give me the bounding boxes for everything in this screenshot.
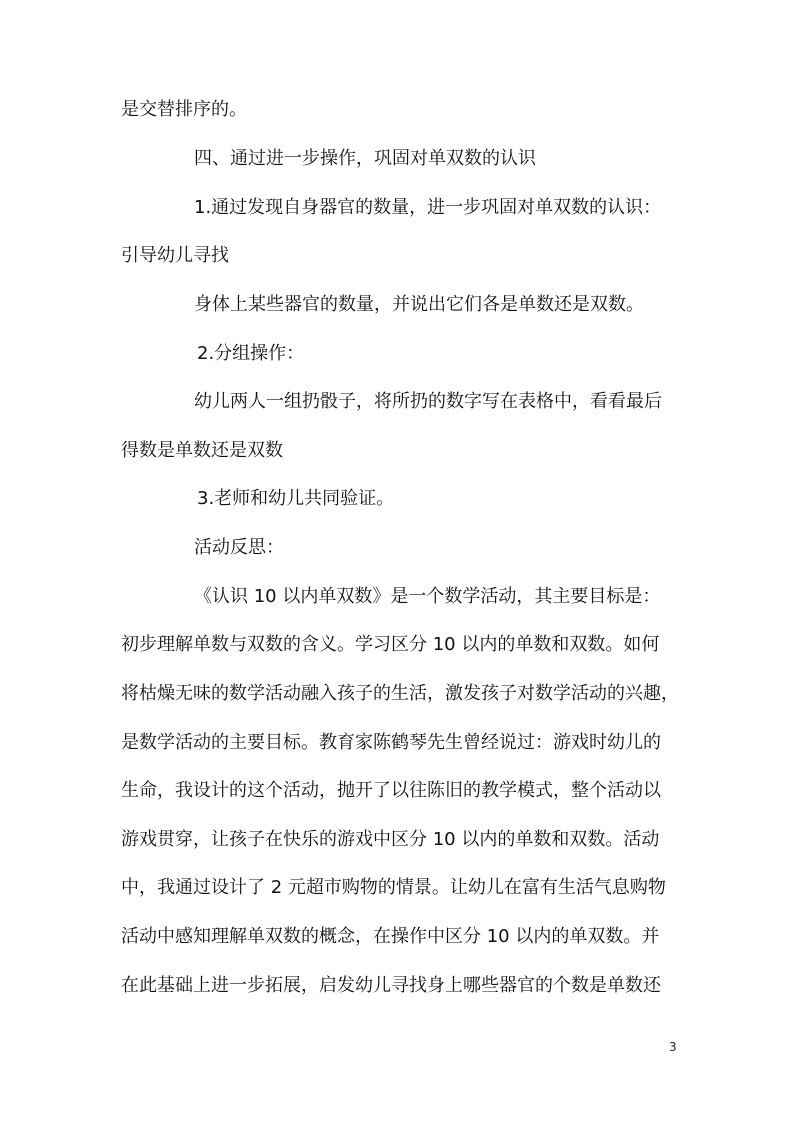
text-line: 幼儿两人一组扔骰子，将所扔的数字写在表格中，看看最后 bbox=[194, 391, 662, 412]
text-line: 是数学活动的主要目标。教育家陈鹤琴先生曾经说过：游戏时幼儿的 bbox=[121, 732, 661, 753]
text-line: 将枯燥无味的数学活动融入孩子的生活，激发孩子对数学活动的兴趣， bbox=[121, 683, 679, 704]
text-line: 中，我通过设计了 2 元超市购物的情景。让幼儿在富有生活气息购物 bbox=[121, 877, 666, 898]
text-line: 游戏贯穿，让孩子在快乐的游戏中区分 10 以内的单数和双数。活动 bbox=[121, 829, 660, 850]
text-line: 活动中感知理解单双数的概念，在操作中区分 10 以内的单双数。并 bbox=[121, 926, 660, 947]
text-line: 2.分组操作： bbox=[197, 343, 305, 364]
text-line: 初步理解单数与双数的含义。学习区分 10 以内的单数和双数。如何 bbox=[121, 634, 660, 655]
text-line: 3.老师和幼儿共同验证。 bbox=[197, 488, 395, 509]
text-line: 《认识 10 以内单双数》是一个数学活动，其主要目标是： bbox=[194, 586, 661, 607]
text-line: 身体上某些器官的数量，并说出它们各是单数还是双数。 bbox=[194, 294, 644, 315]
section-heading: 四、通过进一步操作，巩固对单双数的认识 bbox=[194, 148, 536, 169]
text-line: 是交替排序的。 bbox=[121, 99, 247, 120]
text-line: 1.通过发现自身器官的数量，进一步巩固对单双数的认识： bbox=[194, 197, 662, 218]
page-number: 3 bbox=[669, 1040, 677, 1054]
text-line: 生命，我设计的这个活动，抛开了以往陈旧的教学模式，整个活动以 bbox=[121, 780, 661, 801]
text-line: 得数是单数还是双数 bbox=[121, 440, 283, 461]
text-line: 在此基础上进一步拓展，启发幼儿寻找身上哪些器官的个数是单数还 bbox=[121, 975, 661, 996]
text-line: 引导幼儿寻找 bbox=[121, 245, 229, 266]
section-heading: 活动反思： bbox=[194, 537, 284, 558]
